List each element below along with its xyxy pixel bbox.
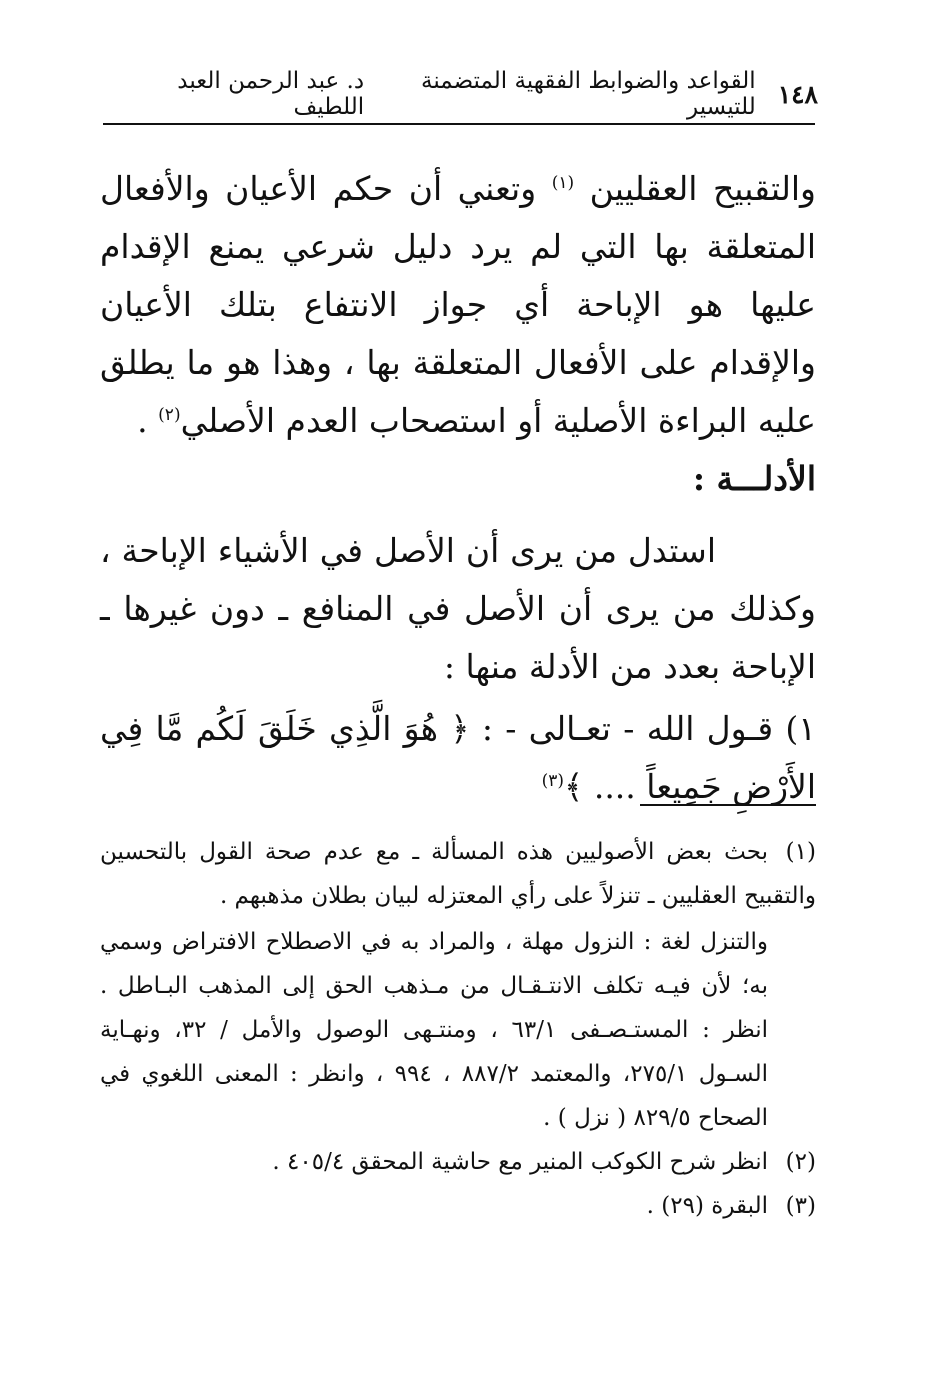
header-rule bbox=[103, 123, 815, 125]
evidence-item-1 bbox=[100, 700, 816, 816]
footnote-marker-3: (٣) bbox=[541, 771, 564, 791]
author-name: د. عبد الرحمن العبد اللطيف bbox=[177, 68, 365, 120]
footnote-rule bbox=[640, 804, 816, 806]
page-header bbox=[110, 68, 818, 120]
footnote-3-number: (٣) bbox=[785, 1193, 816, 1219]
footnote-3-text: البقرة (٢٩) . bbox=[646, 1193, 768, 1219]
footnote-2-number: (٢) bbox=[785, 1149, 816, 1175]
footnote-1-text: بحث بعض الأصوليين هذه المسألة ـ مع عدم صحة القول بالتحسين والتقبيح العقليين ـ تنزلاً على رأي المعتزله لبيان بطلان مذهبهم . bbox=[100, 839, 816, 909]
page-number: ١٤٨ bbox=[777, 79, 818, 109]
paragraph-1-body: وتعني أن حكم الأعيان والأفعال المتعلقة بها التي لم يرد دليل شرعي يمنع الإقدام عليها هو الإباحة أي جواز الانتفاع بتلك الأعيان والإقدام على الأفعال المتعلقة بها ، وهذا هو ما يطلق عليه البراءة الأصلية أو استصحاب العدم الأصلي bbox=[100, 169, 816, 440]
paragraph-1-tail: . bbox=[137, 401, 148, 440]
paragraph-2: استدل من يرى أن الأصل في الأشياء الإباحة ، وكذلك من يرى أن الأصل في المنافع ـ دون غيرها ـ الإباحة بعدد من الأدلة منها : bbox=[100, 531, 816, 686]
footnote-2-text: انظر شرح الكوكب المنير مع حاشية المحقق ٤٠٥/٤ . bbox=[272, 1149, 768, 1175]
section-heading: الأدلـــة : bbox=[692, 459, 816, 498]
book-title: القواعد والضوابط الفقهية المتضمنة للتيسير bbox=[421, 68, 756, 120]
footnote-marker-2: (٢) bbox=[158, 405, 181, 425]
footnote-2 bbox=[100, 1140, 816, 1184]
header-right-group bbox=[364, 68, 818, 120]
footnote-1 bbox=[100, 830, 816, 918]
footnote-marker-1: (١) bbox=[551, 173, 575, 193]
footnote-3 bbox=[100, 1184, 816, 1228]
footnote-1-number: (١) bbox=[785, 839, 816, 865]
main-text bbox=[100, 160, 816, 816]
footnote-1-paragraph-2: والتنزل لغة : النزول مهلة ، والمراد به في الاصطلاح الافتراض وسمي به؛ لأن فيـه تكلف الانتـقـال من مـذهب الحق إلى المذهب البـاطل . انظر : المستـصـفى ٦٣/١ ، ومنتـهى الوصول والأمل / ٣٢، ونهـاية السـول ٢٧٥/١، والمعتمد ٨٨٧/٢ ، ٩٩٤ ، وانظر : المعنى اللغوي في الصحاح ٨٢٩/٥ ( نزل ) . bbox=[100, 929, 768, 1131]
paragraph-1 bbox=[100, 160, 816, 450]
evidence-item-1-text: ١) قـول الله - تعـالى - : ﴿ هُوَ الَّذِي خَلَقَ لَكُم مَّا فِي الأَرْضِ جَمِيعاً .... ﴾ bbox=[100, 709, 816, 806]
paragraph-1-start: والتقبيح العقليين bbox=[589, 169, 816, 208]
footnotes bbox=[100, 830, 816, 1228]
